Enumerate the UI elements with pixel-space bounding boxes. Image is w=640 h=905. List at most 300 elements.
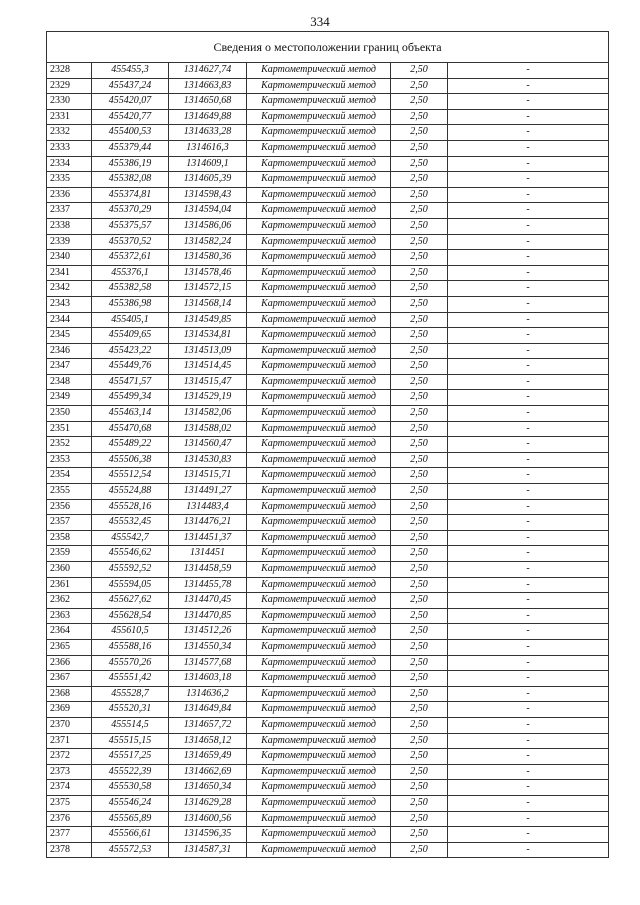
coordinate-y: 1314515,47 [169,374,247,390]
coordinate-y: 1314662,69 [169,764,247,780]
note-cell: - [448,359,609,375]
coordinate-y: 1314578,46 [169,265,247,281]
coordinate-y: 1314470,85 [169,608,247,624]
coordinate-y: 1314627,74 [169,63,247,79]
coordinate-y: 1314650,34 [169,780,247,796]
accuracy-cell: 2,50 [391,795,448,811]
table-row [47,827,609,843]
table-row [47,624,609,640]
method-cell: Картометрический метод [247,437,391,453]
method-cell: Картометрический метод [247,234,391,250]
method-cell: Картометрический метод [247,374,391,390]
coordinate-y: 1314609,1 [169,156,247,172]
coordinate-y: 1314636,2 [169,686,247,702]
point-number: 2341 [47,265,92,281]
accuracy-cell: 2,50 [391,671,448,687]
table-row [47,530,609,546]
coordinate-x: 455400,53 [92,125,169,141]
point-number: 2365 [47,639,92,655]
table-row [47,359,609,375]
coordinate-x: 455449,76 [92,359,169,375]
table-row [47,172,609,188]
accuracy-cell: 2,50 [391,312,448,328]
note-cell: - [448,94,609,110]
coordinate-x: 455546,62 [92,546,169,562]
accuracy-cell: 2,50 [391,109,448,125]
accuracy-cell: 2,50 [391,203,448,219]
coordinate-x: 455423,22 [92,343,169,359]
method-cell: Картометрический метод [247,749,391,765]
coordinate-x: 455528,7 [92,686,169,702]
table-body [47,63,609,858]
point-number: 2336 [47,187,92,203]
table-row [47,811,609,827]
coordinate-x: 455372,61 [92,250,169,266]
note-cell: - [448,702,609,718]
method-cell: Картометрический метод [247,624,391,640]
point-number: 2367 [47,671,92,687]
method-cell: Картометрический метод [247,468,391,484]
method-cell: Картометрический метод [247,530,391,546]
coordinate-y: 1314587,31 [169,842,247,858]
table-row [47,686,609,702]
coordinate-y: 1314513,09 [169,343,247,359]
method-cell: Картометрический метод [247,717,391,733]
coordinate-y: 1314514,45 [169,359,247,375]
point-number: 2334 [47,156,92,172]
note-cell: - [448,764,609,780]
accuracy-cell: 2,50 [391,406,448,422]
method-cell: Картометрический метод [247,795,391,811]
method-cell: Картометрический метод [247,546,391,562]
table-row [47,499,609,515]
note-cell: - [448,686,609,702]
table-row [47,717,609,733]
table-row [47,749,609,765]
accuracy-cell: 2,50 [391,764,448,780]
point-number: 2362 [47,593,92,609]
point-number: 2343 [47,296,92,312]
coordinate-x: 455382,08 [92,172,169,188]
point-number: 2372 [47,749,92,765]
method-cell: Картометрический метод [247,63,391,79]
coordinate-x: 455463,14 [92,406,169,422]
point-number: 2361 [47,577,92,593]
point-number: 2333 [47,140,92,156]
coordinate-y: 1314550,34 [169,639,247,655]
point-number: 2353 [47,452,92,468]
coordinate-x: 455588,16 [92,639,169,655]
table-row [47,795,609,811]
accuracy-cell: 2,50 [391,655,448,671]
accuracy-cell: 2,50 [391,811,448,827]
method-cell: Картометрический метод [247,608,391,624]
note-cell: - [448,172,609,188]
coordinate-x: 455420,07 [92,94,169,110]
note-cell: - [448,328,609,344]
coordinate-x: 455566,61 [92,827,169,843]
accuracy-cell: 2,50 [391,218,448,234]
coordinate-y: 1314594,04 [169,203,247,219]
accuracy-cell: 2,50 [391,530,448,546]
note-cell: - [448,421,609,437]
table-row [47,562,609,578]
table-row [47,577,609,593]
point-number: 2363 [47,608,92,624]
table-row [47,203,609,219]
point-number: 2329 [47,78,92,94]
note-cell: - [448,218,609,234]
note-cell: - [448,546,609,562]
point-number: 2354 [47,468,92,484]
note-cell: - [448,437,609,453]
table-row [47,593,609,609]
coordinate-x: 455506,38 [92,452,169,468]
point-number: 2344 [47,312,92,328]
accuracy-cell: 2,50 [391,842,448,858]
coordinate-y: 1314491,27 [169,484,247,500]
accuracy-cell: 2,50 [391,624,448,640]
coordinate-x: 455515,15 [92,733,169,749]
point-number: 2345 [47,328,92,344]
coordinate-x: 455405,1 [92,312,169,328]
coordinate-y: 1314588,02 [169,421,247,437]
note-cell: - [448,343,609,359]
table-row [47,265,609,281]
table-row [47,468,609,484]
accuracy-cell: 2,50 [391,827,448,843]
table-row [47,234,609,250]
point-number: 2332 [47,125,92,141]
point-number: 2347 [47,359,92,375]
coordinate-x: 455455,3 [92,63,169,79]
method-cell: Картометрический метод [247,250,391,266]
table-row [47,406,609,422]
accuracy-cell: 2,50 [391,452,448,468]
note-cell: - [448,515,609,531]
note-cell: - [448,717,609,733]
coordinate-y: 1314650,68 [169,94,247,110]
note-cell: - [448,312,609,328]
coordinate-y: 1314603,18 [169,671,247,687]
point-number: 2346 [47,343,92,359]
coordinate-y: 1314458,59 [169,562,247,578]
accuracy-cell: 2,50 [391,639,448,655]
accuracy-cell: 2,50 [391,577,448,593]
coordinate-y: 1314534,81 [169,328,247,344]
coordinate-x: 455522,39 [92,764,169,780]
coordinate-x: 455592,52 [92,562,169,578]
table-row [47,702,609,718]
point-number: 2338 [47,218,92,234]
coordinate-x: 455610,5 [92,624,169,640]
method-cell: Картометрический метод [247,686,391,702]
table-row [47,328,609,344]
point-number: 2360 [47,562,92,578]
coordinate-x: 455370,52 [92,234,169,250]
coordinate-x: 455376,1 [92,265,169,281]
coordinate-x: 455524,88 [92,484,169,500]
note-cell: - [448,140,609,156]
note-cell: - [448,484,609,500]
method-cell: Картометрический метод [247,312,391,328]
accuracy-cell: 2,50 [391,281,448,297]
coordinate-y: 1314549,85 [169,312,247,328]
note-cell: - [448,530,609,546]
coordinate-y: 1314598,43 [169,187,247,203]
note-cell: - [448,827,609,843]
accuracy-cell: 2,50 [391,125,448,141]
accuracy-cell: 2,50 [391,140,448,156]
method-cell: Картометрический метод [247,639,391,655]
note-cell: - [448,234,609,250]
coordinate-x: 455437,24 [92,78,169,94]
coordinate-y: 1314529,19 [169,390,247,406]
table-row [47,639,609,655]
method-cell: Картометрический метод [247,156,391,172]
table-row [47,655,609,671]
accuracy-cell: 2,50 [391,702,448,718]
method-cell: Картометрический метод [247,296,391,312]
method-cell: Картометрический метод [247,452,391,468]
note-cell: - [448,452,609,468]
table-row [47,312,609,328]
method-cell: Картометрический метод [247,218,391,234]
table-row [47,374,609,390]
method-cell: Картометрический метод [247,203,391,219]
note-cell: - [448,593,609,609]
table-row [47,484,609,500]
coordinate-y: 1314568,14 [169,296,247,312]
method-cell: Картометрический метод [247,484,391,500]
note-cell: - [448,281,609,297]
table-row [47,281,609,297]
table-row [47,250,609,266]
table-row [47,421,609,437]
point-number: 2355 [47,484,92,500]
coordinate-y: 1314560,47 [169,437,247,453]
accuracy-cell: 2,50 [391,437,448,453]
note-cell: - [448,639,609,655]
accuracy-cell: 2,50 [391,546,448,562]
coordinate-y: 1314512,26 [169,624,247,640]
table-row [47,733,609,749]
note-cell: - [448,671,609,687]
point-number: 2369 [47,702,92,718]
coordinate-y: 1314659,49 [169,749,247,765]
coordinate-y: 1314586,06 [169,218,247,234]
note-cell: - [448,125,609,141]
coordinate-y: 1314483,4 [169,499,247,515]
note-cell: - [448,374,609,390]
method-cell: Картометрический метод [247,172,391,188]
point-number: 2348 [47,374,92,390]
note-cell: - [448,562,609,578]
note-cell: - [448,187,609,203]
point-number: 2337 [47,203,92,219]
coordinate-y: 1314577,68 [169,655,247,671]
table-row [47,452,609,468]
accuracy-cell: 2,50 [391,468,448,484]
coordinate-x: 455374,81 [92,187,169,203]
coordinate-x: 455499,34 [92,390,169,406]
point-number: 2342 [47,281,92,297]
point-number: 2349 [47,390,92,406]
table-row [47,515,609,531]
accuracy-cell: 2,50 [391,250,448,266]
accuracy-cell: 2,50 [391,94,448,110]
coordinate-x: 455386,98 [92,296,169,312]
point-number: 2377 [47,827,92,843]
point-number: 2376 [47,811,92,827]
point-number: 2328 [47,63,92,79]
note-cell: - [448,390,609,406]
accuracy-cell: 2,50 [391,780,448,796]
note-cell: - [448,749,609,765]
coordinate-y: 1314657,72 [169,717,247,733]
point-number: 2340 [47,250,92,266]
note-cell: - [448,624,609,640]
accuracy-cell: 2,50 [391,562,448,578]
boundary-coordinates-table [46,31,609,858]
method-cell: Картометрический метод [247,827,391,843]
coordinate-x: 455532,45 [92,515,169,531]
note-cell: - [448,156,609,172]
point-number: 2339 [47,234,92,250]
coordinate-x: 455546,24 [92,795,169,811]
method-cell: Картометрический метод [247,343,391,359]
method-cell: Картометрический метод [247,577,391,593]
table-row [47,63,609,79]
coordinate-x: 455570,26 [92,655,169,671]
accuracy-cell: 2,50 [391,484,448,500]
method-cell: Картометрический метод [247,421,391,437]
coordinate-y: 1314582,06 [169,406,247,422]
note-cell: - [448,265,609,281]
coordinate-x: 455572,53 [92,842,169,858]
table-row [47,140,609,156]
note-cell: - [448,468,609,484]
method-cell: Картометрический метод [247,655,391,671]
method-cell: Картометрический метод [247,780,391,796]
coordinate-y: 1314572,15 [169,281,247,297]
method-cell: Картометрический метод [247,515,391,531]
coordinate-x: 455386,19 [92,156,169,172]
coordinate-x: 455409,65 [92,328,169,344]
coordinate-x: 455542,7 [92,530,169,546]
accuracy-cell: 2,50 [391,733,448,749]
note-cell: - [448,608,609,624]
method-cell: Картометрический метод [247,359,391,375]
method-cell: Картометрический метод [247,109,391,125]
coordinate-x: 455528,16 [92,499,169,515]
table-row [47,296,609,312]
accuracy-cell: 2,50 [391,78,448,94]
accuracy-cell: 2,50 [391,187,448,203]
accuracy-cell: 2,50 [391,515,448,531]
coordinate-x: 455470,68 [92,421,169,437]
point-number: 2368 [47,686,92,702]
method-cell: Картометрический метод [247,125,391,141]
method-cell: Картометрический метод [247,140,391,156]
coordinate-y: 1314649,88 [169,109,247,125]
accuracy-cell: 2,50 [391,717,448,733]
point-number: 2378 [47,842,92,858]
coordinate-x: 455594,05 [92,577,169,593]
table-row [47,78,609,94]
method-cell: Картометрический метод [247,94,391,110]
table-row [47,842,609,858]
accuracy-cell: 2,50 [391,593,448,609]
accuracy-cell: 2,50 [391,343,448,359]
table-row [47,109,609,125]
note-cell: - [448,78,609,94]
point-number: 2330 [47,94,92,110]
coordinate-y: 1314596,35 [169,827,247,843]
note-cell: - [448,63,609,79]
coordinate-y: 1314580,36 [169,250,247,266]
coordinate-x: 455471,57 [92,374,169,390]
point-number: 2371 [47,733,92,749]
method-cell: Картометрический метод [247,733,391,749]
note-cell: - [448,733,609,749]
accuracy-cell: 2,50 [391,608,448,624]
note-cell: - [448,499,609,515]
coordinate-y: 1314600,56 [169,811,247,827]
table-row [47,764,609,780]
page-number: 334 [310,14,330,29]
coordinate-y: 1314658,12 [169,733,247,749]
table-row [47,187,609,203]
method-cell: Картометрический метод [247,281,391,297]
coordinate-x: 455489,22 [92,437,169,453]
coordinate-x: 455370,29 [92,203,169,219]
accuracy-cell: 2,50 [391,328,448,344]
coordinate-x: 455512,54 [92,468,169,484]
coordinate-y: 1314582,24 [169,234,247,250]
table-row [47,343,609,359]
method-cell: Картометрический метод [247,265,391,281]
note-cell: - [448,203,609,219]
method-cell: Картометрический метод [247,811,391,827]
coordinate-x: 455382,58 [92,281,169,297]
method-cell: Картометрический метод [247,187,391,203]
accuracy-cell: 2,50 [391,499,448,515]
accuracy-cell: 2,50 [391,234,448,250]
coordinate-y: 1314530,83 [169,452,247,468]
coordinate-y: 1314629,28 [169,795,247,811]
note-cell: - [448,811,609,827]
table-header-row [47,32,609,63]
note-cell: - [448,406,609,422]
point-number: 2358 [47,530,92,546]
point-number: 2364 [47,624,92,640]
table-row [47,780,609,796]
accuracy-cell: 2,50 [391,359,448,375]
coordinate-x: 455551,42 [92,671,169,687]
table-row [47,437,609,453]
accuracy-cell: 2,50 [391,296,448,312]
note-cell: - [448,296,609,312]
method-cell: Картометрический метод [247,406,391,422]
coordinate-y: 1314605,39 [169,172,247,188]
accuracy-cell: 2,50 [391,390,448,406]
table-row [47,608,609,624]
method-cell: Картометрический метод [247,328,391,344]
point-number: 2331 [47,109,92,125]
table-title: Сведения о местоположении границ объекта [47,32,609,63]
coordinate-y: 1314633,28 [169,125,247,141]
